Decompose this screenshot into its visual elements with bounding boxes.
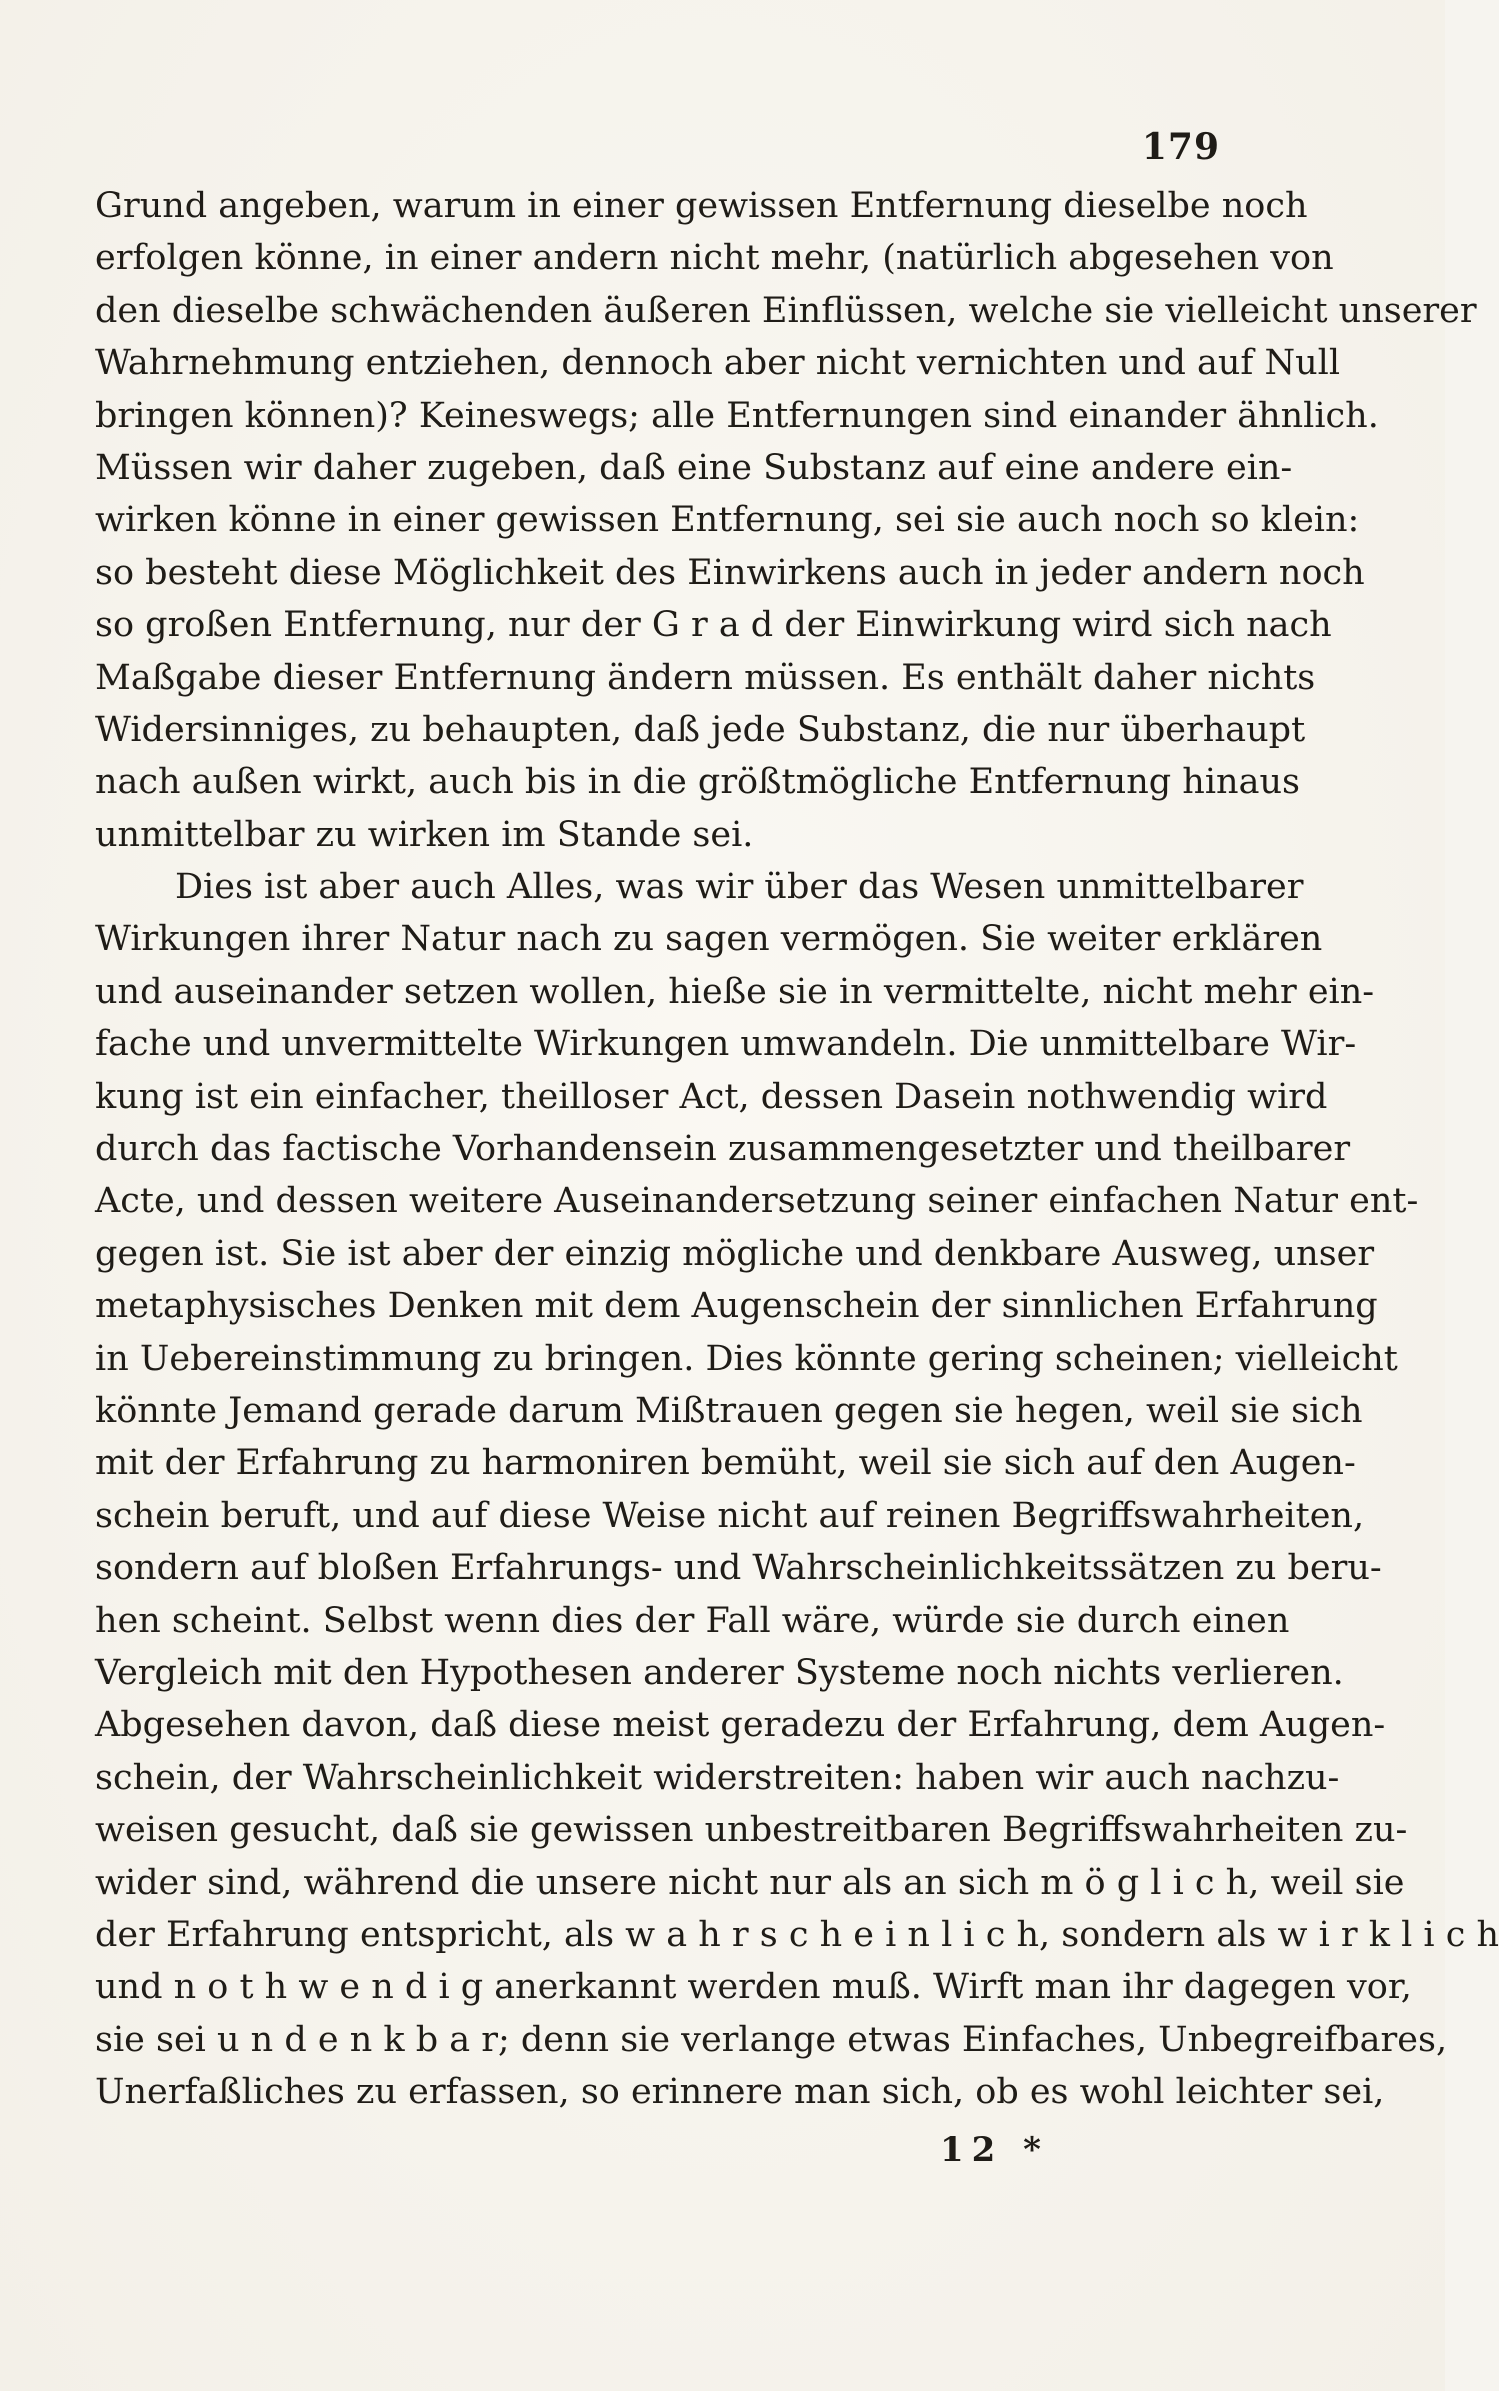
text-line: so besteht diese Möglichkeit des Einwirkens auch in jeder andern noch (95, 552, 1365, 593)
signature-mark: 12 * (940, 2130, 1049, 2170)
text-line: bringen können)? Keineswegs; alle Entfernungen sind einander ähnlich. (95, 395, 1379, 436)
text-line: so großen Entfernung, nur der G r a d der Einwirkung wird sich nach (95, 605, 1332, 646)
text-line: und auseinander setzen wollen, hieße sie in vermittelte, nicht mehr ein- (95, 971, 1375, 1012)
text-line: Abgesehen davon, daß diese meist geradezu der Erfahrung, dem Augen- (95, 1705, 1386, 1746)
text-line: Unerfaßliches zu erfassen, so erinnere man sich, ob es wohl leichter sei, (95, 2072, 1385, 2113)
page-number: 179 (1141, 126, 1220, 168)
text-line: könnte Jemand gerade darum Mißtrauen gegen sie hegen, weil sie sich (95, 1390, 1363, 1431)
text-line: metaphysisches Denken mit dem Augenschein der sinnlichen Erfahrung (95, 1286, 1378, 1327)
text-line: kung ist ein einfacher, theilloser Act, dessen Dasein nothwendig wird (95, 1076, 1328, 1117)
text-line: Dies ist aber auch Alles, was wir über das Wesen unmittelbarer (175, 867, 1304, 908)
text-line: nach außen wirkt, auch bis in die größtmögliche Entfernung hinaus (95, 762, 1300, 803)
text-line: gegen ist. Sie ist aber der einzig mögliche und denkbare Ausweg, unser (95, 1233, 1375, 1274)
text-line: sie sei u n d e n k b a r; denn sie verlange etwas Einfaches, Unbegreifbares, (95, 2019, 1448, 2060)
paragraph-1 (95, 180, 1477, 861)
body-text (95, 180, 1499, 2118)
text-line: hen scheint. Selbst wenn dies der Fall wäre, würde sie durch einen (95, 1600, 1290, 1641)
text-line: Müssen wir daher zugeben, daß eine Substanz auf eine andere ein- (95, 447, 1293, 488)
text-line: sondern auf bloßen Erfahrungs- und Wahrscheinlichkeitssätzen zu beru- (95, 1548, 1382, 1589)
text-line: den dieselbe schwächenden äußeren Einflüssen, welche sie vielleicht unserer (95, 290, 1477, 331)
text-line: unmittelbar zu wirken im Stande sei. (95, 814, 754, 855)
text-line: Vergleich mit den Hypothesen anderer Systeme noch nichts verlieren. (95, 1652, 1344, 1693)
text-line: Wahrnehmung entziehen, dennoch aber nicht vernichten und auf Null (95, 343, 1341, 384)
text-line: wirken könne in einer gewissen Entfernung, sei sie auch noch so klein: (95, 500, 1360, 541)
text-line: erfolgen könne, in einer andern nicht mehr, (natürlich abgesehen von (95, 238, 1334, 279)
text-line: Widersinniges, zu behaupten, daß jede Substanz, die nur überhaupt (95, 709, 1306, 750)
text-line: in Uebereinstimmung zu bringen. Dies könnte gering scheinen; vielleicht (95, 1338, 1398, 1379)
paragraph-2 (95, 861, 1499, 2118)
text-line: und n o t h w e n d i g anerkannt werden muß. Wirft man ihr dagegen vor, (95, 1967, 1412, 2008)
text-line: mit der Erfahrung zu harmoniren bemüht, weil sie sich auf den Augen- (95, 1443, 1356, 1484)
text-line: Wirkungen ihrer Natur nach zu sagen vermögen. Sie weiter erklären (95, 919, 1323, 960)
text-line: wider sind, während die unsere nicht nur als an sich m ö g l i c h, weil sie (95, 1862, 1405, 1903)
text-line: schein beruft, und auf diese Weise nicht auf reinen Begriffswahrheiten, (95, 1495, 1365, 1536)
text-line: der Erfahrung entspricht, als w a h r s c h e i n l i c h, sondern als w i r k l i c h (95, 1914, 1499, 1955)
text-line: Acte, und dessen weitere Auseinandersetzung seiner einfachen Natur ent- (95, 1181, 1419, 1222)
text-line: fache und unvermittelte Wirkungen umwandeln. Die unmittelbare Wir- (95, 1024, 1357, 1065)
text-line: durch das factische Vorhandensein zusammengesetzter und theilbarer (95, 1129, 1351, 1170)
text-line: Maßgabe dieser Entfernung ändern müssen. Es enthält daher nichts (95, 657, 1316, 698)
text-line: weisen gesucht, daß sie gewissen unbestreitbaren Begriffswahrheiten zu- (95, 1810, 1408, 1851)
text-line: schein, der Wahrscheinlichkeit widerstreiten: haben wir auch nachzu- (95, 1757, 1340, 1798)
text-line: Grund angeben, warum in einer gewissen Entfernung dieselbe noch (95, 186, 1308, 226)
